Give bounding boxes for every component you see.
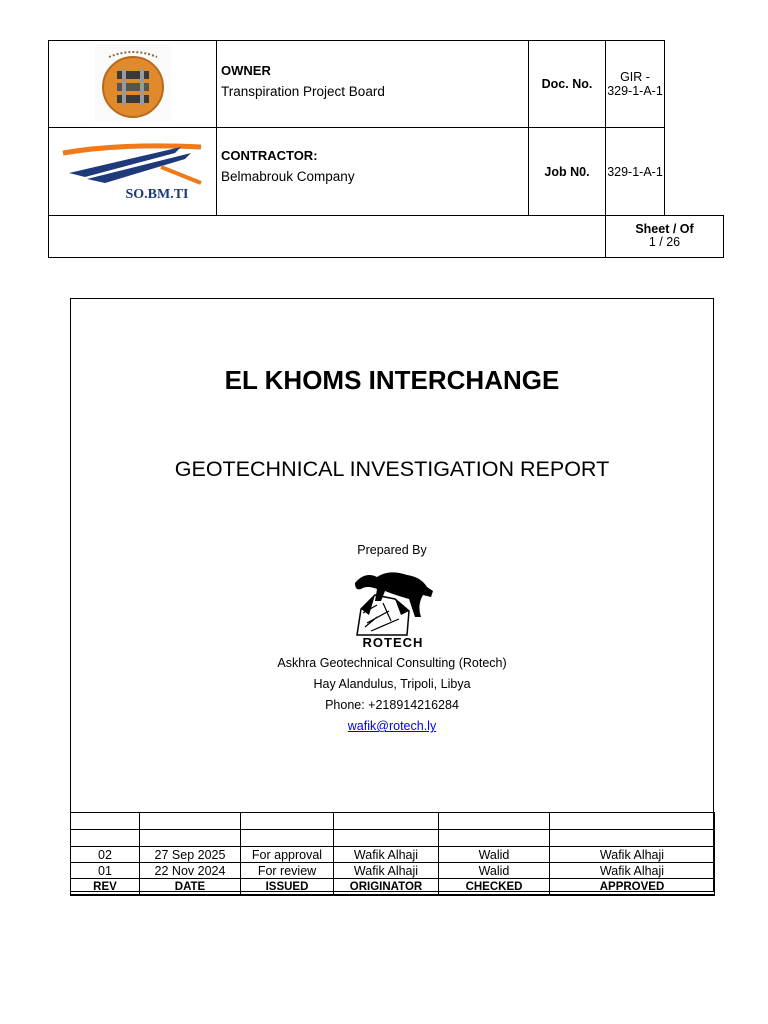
date-cell: 27 Sep 2025 xyxy=(140,847,241,863)
revision-table xyxy=(70,812,715,896)
revision-header-row xyxy=(71,879,715,896)
rotech-logo-text: ROTECH xyxy=(362,635,424,649)
contractor-label: CONTRACTOR: xyxy=(221,148,318,164)
revision-row xyxy=(71,847,715,863)
owner-label: OWNER xyxy=(221,63,271,78)
owner-logo-cell xyxy=(49,41,217,128)
revision-row-blank xyxy=(71,813,715,830)
company-name: Askhra Geotechnical Consulting (Rotech) xyxy=(277,656,507,670)
doc-no-value: GIR - 329-1-A-1 xyxy=(606,41,665,128)
originator-header: ORIGINATOR xyxy=(334,879,439,896)
revision-row xyxy=(71,863,715,879)
approved-cell: Wafik Alhaji xyxy=(550,847,715,863)
document-header-table xyxy=(48,40,724,258)
report-title: EL KHOMS INTERCHANGE xyxy=(224,365,560,395)
prepared-by-label: Prepared By xyxy=(357,543,427,557)
issued-cell: For approval xyxy=(241,847,334,863)
contractor-logo-text: SO.BM.TI xyxy=(124,187,189,202)
rotech-logo xyxy=(347,565,439,649)
rev-header: REV xyxy=(71,879,140,896)
rev-cell: 02 xyxy=(71,847,140,863)
job-no-value: 329-1-A-1 xyxy=(606,128,665,215)
issued-header: ISSUED xyxy=(241,879,334,896)
sheet-value: 1 / 26 xyxy=(648,235,681,250)
rev-cell: 01 xyxy=(71,863,140,879)
cover-box xyxy=(70,298,714,892)
contractor-logo xyxy=(61,139,205,201)
owner-cell xyxy=(217,41,529,128)
checked-header: CHECKED xyxy=(439,879,550,896)
company-email-link[interactable]: wafik@rotech.ly xyxy=(347,719,437,733)
contractor-cell xyxy=(217,128,529,215)
originator-cell: Wafik Alhaji xyxy=(334,863,439,879)
contractor-logo-cell xyxy=(49,128,217,215)
doc-no-label: Doc. No. xyxy=(529,41,606,128)
checked-cell: Walid xyxy=(439,847,550,863)
sheet-label: Sheet / Of xyxy=(635,222,694,237)
report-subtitle: GEOTECHNICAL INVESTIGATION REPORT xyxy=(174,457,610,481)
contractor-name: Belmabrouk Company xyxy=(221,169,355,185)
approved-header: APPROVED xyxy=(550,879,715,896)
date-header: DATE xyxy=(140,879,241,896)
company-phone: Phone: +218914216284 xyxy=(325,698,459,712)
revision-row-blank xyxy=(71,830,715,847)
issued-cell: For review xyxy=(241,863,334,879)
job-no-label: Job N0. xyxy=(529,128,606,215)
approved-cell: Wafik Alhaji xyxy=(550,863,715,879)
header-empty-cell xyxy=(49,215,606,257)
checked-cell: Walid xyxy=(439,863,550,879)
date-cell: 22 Nov 2024 xyxy=(140,863,241,879)
company-address: Hay Alandulus, Tripoli, Libya xyxy=(313,677,471,691)
sheet-cell xyxy=(606,215,724,257)
owner-name: Transpiration Project Board xyxy=(221,84,385,99)
originator-cell: Wafik Alhaji xyxy=(334,847,439,863)
owner-logo xyxy=(95,45,171,121)
